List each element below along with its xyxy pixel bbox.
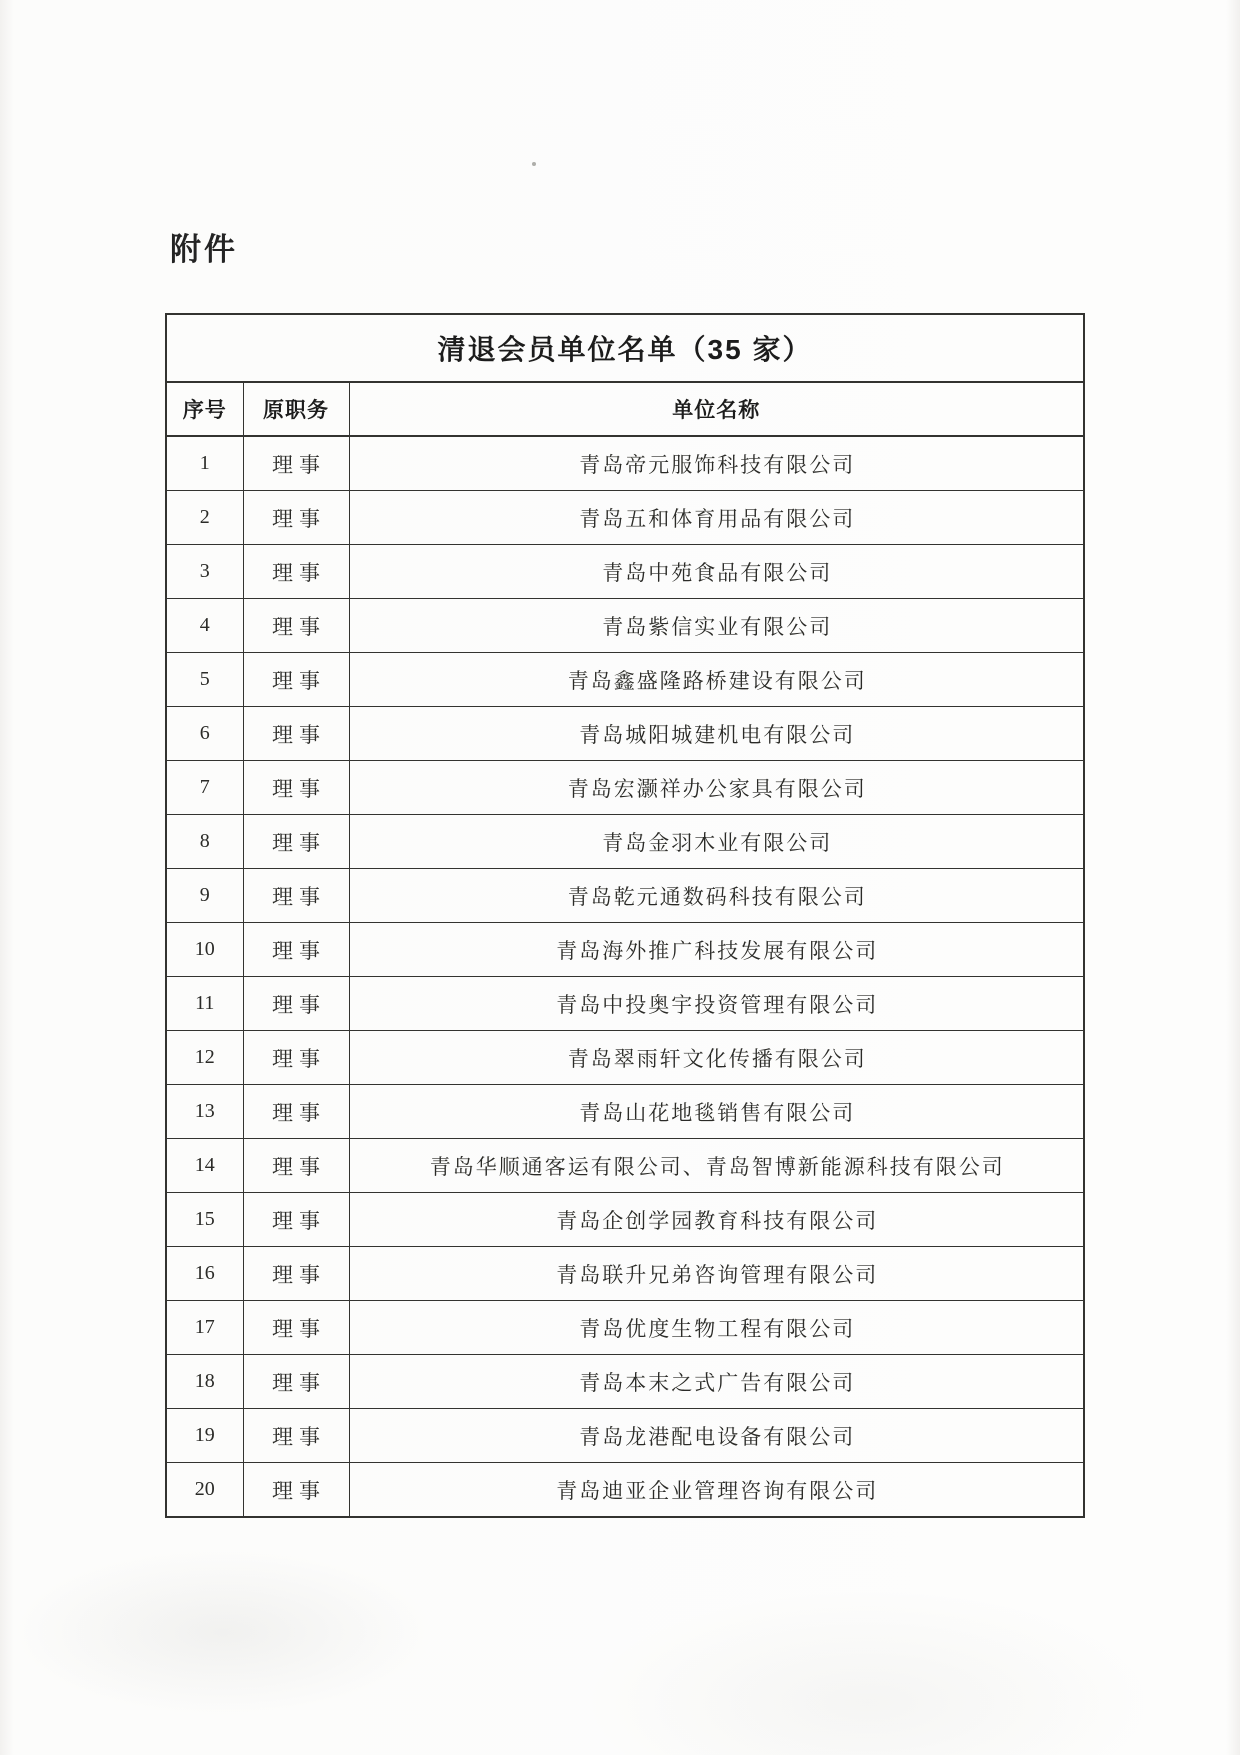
table-row [166, 1463, 1084, 1518]
row-company-name: 青岛鑫盛隆路桥建设有限公司 [349, 653, 1084, 707]
table-row [166, 1193, 1084, 1247]
table-row [166, 815, 1084, 869]
row-serial-number: 20 [166, 1463, 243, 1518]
row-serial-number: 3 [166, 545, 243, 599]
row-serial-number: 11 [166, 977, 243, 1031]
row-company-name: 青岛中投奥宇投资管理有限公司 [349, 977, 1084, 1031]
table-row [166, 869, 1084, 923]
row-serial-number: 8 [166, 815, 243, 869]
table-row [166, 653, 1084, 707]
table-row [166, 1247, 1084, 1301]
column-header-former-position: 原职务 [243, 382, 349, 436]
row-company-name: 青岛优度生物工程有限公司 [349, 1301, 1084, 1355]
row-former-position: 理事 [243, 1031, 349, 1085]
column-header-unit-name: 单位名称 [349, 382, 1084, 436]
row-serial-number: 9 [166, 869, 243, 923]
row-serial-number: 12 [166, 1031, 243, 1085]
row-company-name: 青岛山花地毯销售有限公司 [349, 1085, 1084, 1139]
row-company-name: 青岛翠雨轩文化传播有限公司 [349, 1031, 1084, 1085]
row-former-position: 理事 [243, 1085, 349, 1139]
table-row [166, 1409, 1084, 1463]
row-former-position: 理事 [243, 1301, 349, 1355]
scan-speck-artifact [532, 162, 536, 166]
row-company-name: 青岛城阳城建机电有限公司 [349, 707, 1084, 761]
expelled-members-table [165, 313, 1085, 1518]
table-row [166, 923, 1084, 977]
table-title: 清退会员单位名单（35 家） [166, 314, 1084, 382]
row-former-position: 理事 [243, 1247, 349, 1301]
table-row [166, 1355, 1084, 1409]
row-former-position: 理事 [243, 1355, 349, 1409]
row-serial-number: 7 [166, 761, 243, 815]
table-row [166, 436, 1084, 491]
row-company-name: 青岛紫信实业有限公司 [349, 599, 1084, 653]
row-company-name: 青岛海外推广科技发展有限公司 [349, 923, 1084, 977]
row-former-position: 理事 [243, 1139, 349, 1193]
row-serial-number: 1 [166, 436, 243, 491]
row-company-name: 青岛中苑食品有限公司 [349, 545, 1084, 599]
row-serial-number: 4 [166, 599, 243, 653]
table-row [166, 1085, 1084, 1139]
row-company-name: 青岛迪亚企业管理咨询有限公司 [349, 1463, 1084, 1518]
row-company-name: 青岛联升兄弟咨询管理有限公司 [349, 1247, 1084, 1301]
row-former-position: 理事 [243, 977, 349, 1031]
row-former-position: 理事 [243, 869, 349, 923]
row-former-position: 理事 [243, 1463, 349, 1518]
row-former-position: 理事 [243, 653, 349, 707]
table-row [166, 1139, 1084, 1193]
table-row [166, 1031, 1084, 1085]
row-serial-number: 14 [166, 1139, 243, 1193]
column-header-serial-number: 序号 [166, 382, 243, 436]
row-serial-number: 2 [166, 491, 243, 545]
row-company-name: 青岛宏灏祥办公家具有限公司 [349, 761, 1084, 815]
row-company-name: 青岛华顺通客运有限公司、青岛智博新能源科技有限公司 [349, 1139, 1084, 1193]
row-serial-number: 18 [166, 1355, 243, 1409]
row-former-position: 理事 [243, 1409, 349, 1463]
table-row [166, 761, 1084, 815]
attachment-label: 附件 [170, 232, 238, 267]
row-former-position: 理事 [243, 599, 349, 653]
row-former-position: 理事 [243, 1193, 349, 1247]
row-serial-number: 15 [166, 1193, 243, 1247]
table-row [166, 491, 1084, 545]
row-serial-number: 5 [166, 653, 243, 707]
row-company-name: 青岛金羽木业有限公司 [349, 815, 1084, 869]
row-former-position: 理事 [243, 545, 349, 599]
row-serial-number: 10 [166, 923, 243, 977]
row-company-name: 青岛乾元通数码科技有限公司 [349, 869, 1084, 923]
row-company-name: 青岛龙港配电设备有限公司 [349, 1409, 1084, 1463]
row-former-position: 理事 [243, 815, 349, 869]
row-company-name: 青岛帝元服饰科技有限公司 [349, 436, 1084, 491]
row-serial-number: 17 [166, 1301, 243, 1355]
row-serial-number: 16 [166, 1247, 243, 1301]
row-former-position: 理事 [243, 707, 349, 761]
table-header-row [166, 382, 1084, 436]
table-title-row [166, 314, 1084, 382]
row-former-position: 理事 [243, 491, 349, 545]
row-serial-number: 13 [166, 1085, 243, 1139]
row-company-name: 青岛企创学园教育科技有限公司 [349, 1193, 1084, 1247]
table-row [166, 707, 1084, 761]
row-company-name: 青岛本末之式广告有限公司 [349, 1355, 1084, 1409]
row-former-position: 理事 [243, 923, 349, 977]
table-row [166, 977, 1084, 1031]
table-row [166, 1301, 1084, 1355]
row-former-position: 理事 [243, 436, 349, 491]
row-former-position: 理事 [243, 761, 349, 815]
row-company-name: 青岛五和体育用品有限公司 [349, 491, 1084, 545]
table-row [166, 545, 1084, 599]
row-serial-number: 19 [166, 1409, 243, 1463]
row-serial-number: 6 [166, 707, 243, 761]
table-row [166, 599, 1084, 653]
